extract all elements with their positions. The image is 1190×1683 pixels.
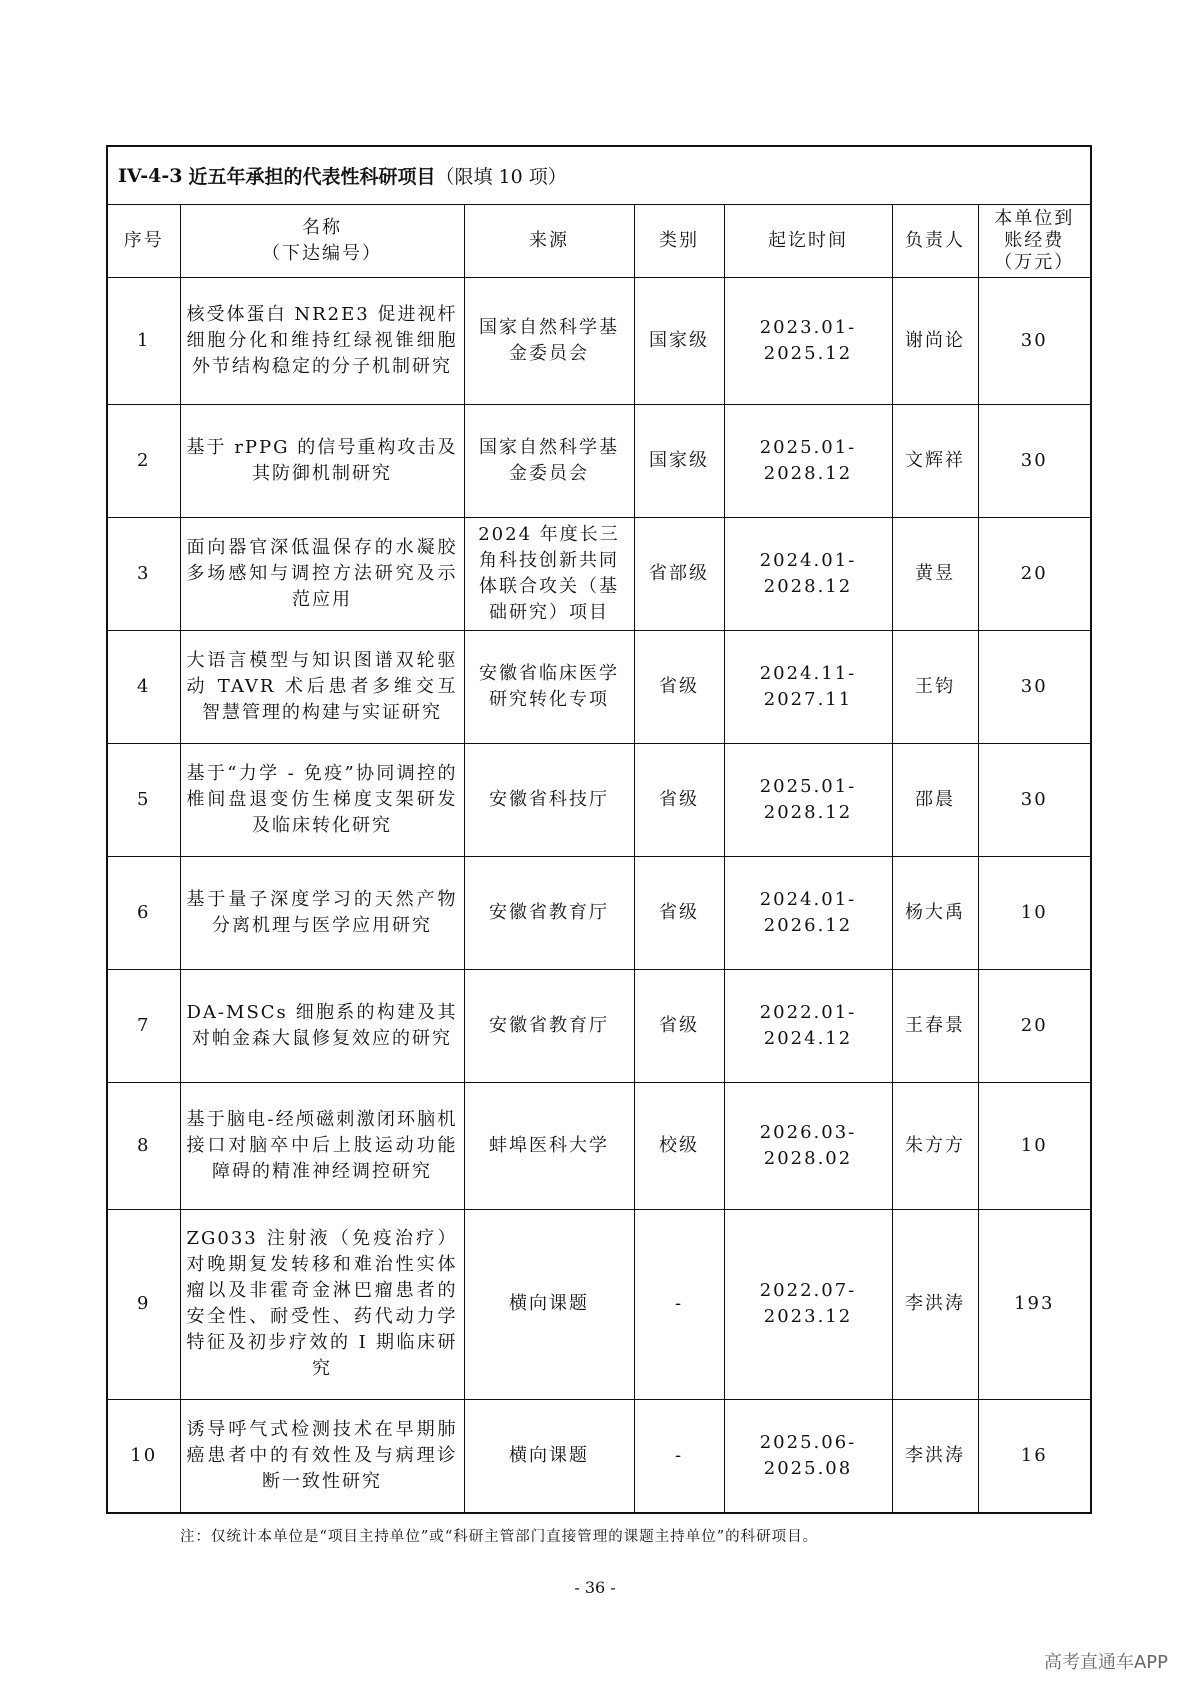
cell-period: 2023.01-2025.12: [724, 277, 892, 404]
section-heading: 近五年承担的代表性科研项目: [188, 166, 436, 188]
cell-funding: 30: [978, 404, 1090, 517]
cell-name: 诱导呼气式检测技术在早期肺癌患者中的有效性及与病理诊断一致性研究: [180, 1399, 464, 1512]
watermark-text: 高考直通车APP: [1043, 1652, 1168, 1673]
header-category: 类别: [634, 205, 724, 277]
cell-funding: 20: [978, 969, 1090, 1082]
header-funding-line2: 账经费: [1004, 229, 1065, 251]
cell-name: 基于 rPPG 的信号重构攻击及其防御机制研究: [180, 404, 464, 517]
cell-name: 核受体蛋白 NR2E3 促进视杆细胞分化和维持红绿视锥细胞外节结构稳定的分子机制研究: [180, 277, 464, 404]
cell-category: -: [634, 1399, 724, 1512]
cell-source: 横向课题: [464, 1209, 634, 1399]
cell-name: 面向器官深低温保存的水凝胶多场感知与调控方法研究及示范应用: [180, 517, 464, 630]
cell-funding: 193: [978, 1209, 1090, 1399]
table-row: [108, 856, 1090, 969]
cell-name: 基于量子深度学习的天然产物分离机理与医学应用研究: [180, 856, 464, 969]
cell-funding: 10: [978, 1082, 1090, 1209]
projects-table-frame: [106, 145, 1092, 1514]
section-title: [108, 147, 1090, 205]
section-limit: （限填 10 项）: [435, 166, 567, 188]
header-funding-line3: （万元）: [994, 251, 1075, 273]
cell-seq: 5: [108, 743, 180, 856]
cell-funding: 30: [978, 743, 1090, 856]
table-row: [108, 404, 1090, 517]
cell-seq: 7: [108, 969, 180, 1082]
cell-funding: 10: [978, 856, 1090, 969]
cell-name: ZG033 注射液（免疫治疗）对晚期复发转移和难治性实体瘤以及非霍奇金淋巴瘤患者的安全性、耐受性、药代动力学特征及初步疗效的 I 期临床研究: [180, 1209, 464, 1399]
cell-name: 基于“力学 - 免疫”协同调控的椎间盘退变仿生梯度支架研发及临床转化研究: [180, 743, 464, 856]
cell-leader: 王春景: [892, 969, 978, 1082]
table-row: [108, 1399, 1090, 1512]
cell-source: 国家自然科学基金委员会: [464, 277, 634, 404]
cell-category: 省级: [634, 856, 724, 969]
projects-table: [108, 205, 1090, 1512]
cell-category: 省部级: [634, 517, 724, 630]
header-period: 起讫时间: [724, 205, 892, 277]
cell-source: 横向课题: [464, 1399, 634, 1512]
page-number: - 36 -: [574, 1578, 616, 1597]
header-source: 来源: [464, 205, 634, 277]
table-row: [108, 277, 1090, 404]
cell-seq: 4: [108, 630, 180, 743]
cell-category: 省级: [634, 969, 724, 1082]
cell-funding: 20: [978, 517, 1090, 630]
cell-category: 校级: [634, 1082, 724, 1209]
cell-category: 省级: [634, 743, 724, 856]
cell-period: 2024.01-2026.12: [724, 856, 892, 969]
cell-period: 2025.01-2028.12: [724, 743, 892, 856]
cell-funding: 30: [978, 277, 1090, 404]
header-funding-line1: 本单位到: [994, 207, 1075, 229]
cell-category: 国家级: [634, 277, 724, 404]
cell-seq: 1: [108, 277, 180, 404]
cell-period: 2024.11-2027.11: [724, 630, 892, 743]
cell-leader: 黄昱: [892, 517, 978, 630]
table-row: [108, 1082, 1090, 1209]
cell-leader: 杨大禹: [892, 856, 978, 969]
cell-category: 省级: [634, 630, 724, 743]
table-row: [108, 630, 1090, 743]
cell-leader: 李洪涛: [892, 1399, 978, 1512]
table-header-row: [108, 205, 1090, 277]
table-row: [108, 969, 1090, 1082]
cell-source: 国家自然科学基金委员会: [464, 404, 634, 517]
cell-leader: 文辉祥: [892, 404, 978, 517]
cell-source: 蚌埠医科大学: [464, 1082, 634, 1209]
cell-leader: 邵晨: [892, 743, 978, 856]
cell-period: 2025.01-2028.12: [724, 404, 892, 517]
cell-seq: 2: [108, 404, 180, 517]
section-code: IV-4-3: [118, 164, 183, 187]
cell-category: -: [634, 1209, 724, 1399]
cell-period: 2022.01-2024.12: [724, 969, 892, 1082]
header-funding: [978, 205, 1090, 277]
cell-name: DA-MSCs 细胞系的构建及其对帕金森大鼠修复效应的研究: [180, 969, 464, 1082]
table-row: [108, 743, 1090, 856]
cell-seq: 8: [108, 1082, 180, 1209]
cell-period: 2024.01-2028.12: [724, 517, 892, 630]
cell-leader: 朱方方: [892, 1082, 978, 1209]
cell-period: 2025.06-2025.08: [724, 1399, 892, 1512]
table-row: [108, 517, 1090, 630]
header-name-sub: （下达编号）: [262, 242, 382, 264]
cell-funding: 30: [978, 630, 1090, 743]
cell-category: 国家级: [634, 404, 724, 517]
cell-leader: 王钧: [892, 630, 978, 743]
cell-source: 安徽省教育厅: [464, 856, 634, 969]
cell-seq: 10: [108, 1399, 180, 1512]
cell-source: 安徽省临床医学研究转化专项: [464, 630, 634, 743]
cell-seq: 6: [108, 856, 180, 969]
header-seq: 序号: [108, 205, 180, 277]
cell-period: 2026.03-2028.02: [724, 1082, 892, 1209]
cell-leader: 李洪涛: [892, 1209, 978, 1399]
footnote: 注：仅统计本单位是“项目主持单位”或“科研主管部门直接管理的课题主持单位”的科研项目。: [180, 1529, 819, 1545]
header-name-main: 名称: [302, 216, 342, 238]
cell-period: 2022.07-2023.12: [724, 1209, 892, 1399]
cell-source: 2024 年度长三角科技创新共同体联合攻关（基础研究）项目: [464, 517, 634, 630]
cell-name: 基于脑电-经颅磁刺激闭环脑机接口对脑卒中后上肢运动功能障碍的精准神经调控研究: [180, 1082, 464, 1209]
cell-source: 安徽省科技厅: [464, 743, 634, 856]
cell-source: 安徽省教育厅: [464, 969, 634, 1082]
cell-leader: 谢尚论: [892, 277, 978, 404]
cell-seq: 9: [108, 1209, 180, 1399]
table-row: [108, 1209, 1090, 1399]
cell-seq: 3: [108, 517, 180, 630]
cell-funding: 16: [978, 1399, 1090, 1512]
header-name: [180, 205, 464, 277]
header-leader: 负责人: [892, 205, 978, 277]
cell-name: 大语言模型与知识图谱双轮驱动 TAVR 术后患者多维交互智慧管理的构建与实证研究: [180, 630, 464, 743]
